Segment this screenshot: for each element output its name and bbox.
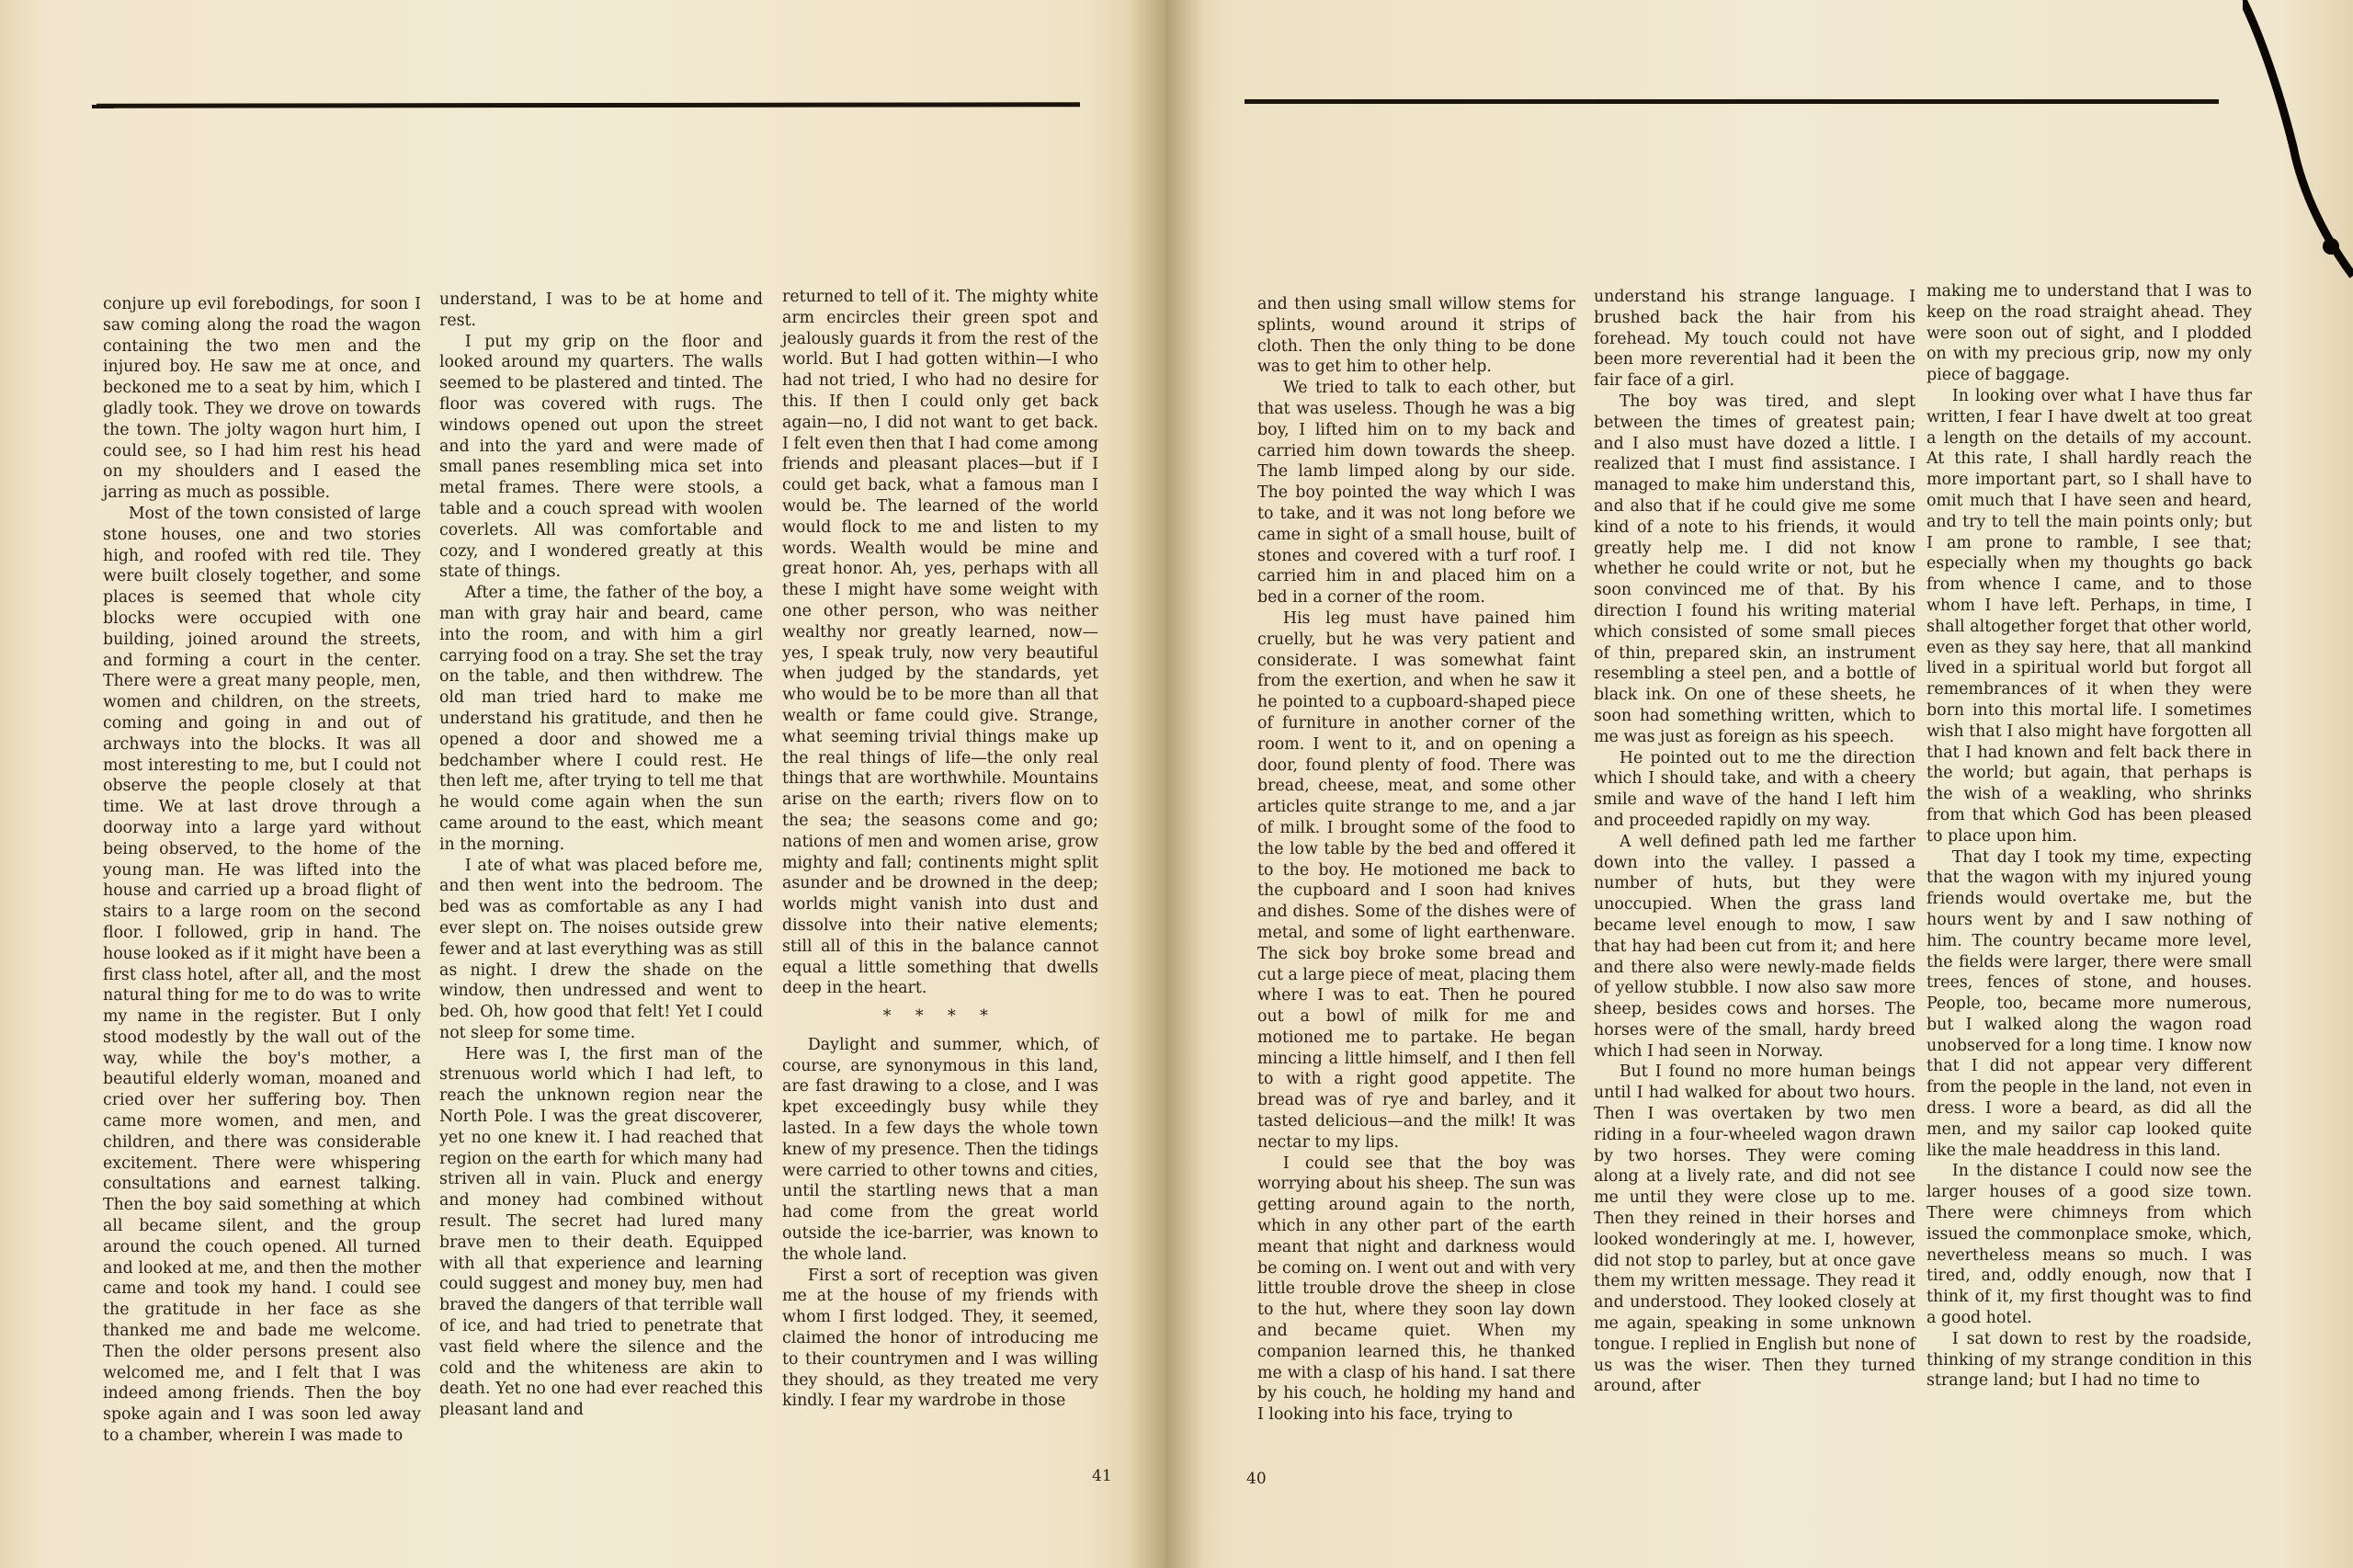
- binding-cord-icon: [2243, 0, 2353, 294]
- gutter-shadow: [1165, 0, 1202, 1568]
- text-column-1: [103, 294, 421, 1447]
- right-page: [1165, 0, 2353, 1568]
- paragraph: We tried to talk to each other, but that was useless. Though he was a big boy, I lifted him on to my back and carried him down towards the sheep. The lamb limped along by our side. The boy pointed the way which I was to take, and it was not long before we came in sight of a small house, built of stones and covered with a turf roof. I carried him in and placed him on a bed in a corner of the room.: [1257, 379, 1575, 608]
- page-number: 41: [1092, 1467, 1112, 1485]
- paragraph: I put my grip on the floor and looked around my quarters. The walls seemed to be plastered and tinted. The floor was covered with rugs. The windows opened out upon the street and into the yard and were made of small panes resembling mica set into metal frames. There were stools, a table and a couch spread with woolen coverlets. All was comfortable and cozy, and I wondered greatly at this state of things.: [439, 332, 763, 582]
- gutter-shadow: [1129, 0, 1165, 1568]
- header-rule-tick: [92, 105, 114, 108]
- paragraph: I ate of what was placed before me, and then went into the bedroom. The bed was as comfortable as any I had ever slept on. The noises outside grew fewer and at last everything was as still as night. I drew the shade on the window, then undressed and went to bed. Oh, how good that felt! Yet I could not sleep for some time.: [439, 856, 763, 1042]
- paragraph: But I found no more human beings until I had walked for about two hours. Then I was overtaken by two men riding in a four-wheeled wagon drawn by two horses. They were coming along at a lively rate, and did not see me until they were close up to me. Then they reined in their horses and looked wonderingly at me. I, however, did not stop to parley, but at once gave them my written message. They read it and understood. They looked closely at me again, speaking in some unknown tongue. I replied in English but none of us was the wiser. Then they turned around, after: [1594, 1062, 1915, 1396]
- paragraph: Daylight and summer, which, of course, are synonymous in this land, are fast drawing to a close, and I was kpet exceedingly busy while they lasted. In a few days the whole town knew of my presence. Then the tidings were carried to other towns and cities, until the startling news that a man had come from the great world outside the ice-barrier, was known to the whole land.: [782, 1035, 1098, 1264]
- header-rule: [1245, 99, 2219, 104]
- text-column-3: [1927, 281, 2252, 1392]
- page-number: 40: [1246, 1470, 1267, 1488]
- paragraph: A well defined path led me farther down into the valley. I passed a number of huts, but they were unoccupied. When the grass land became level enough to mow, I saw that hay had been cut from it; and here and there also were newly-made fields of yellow stubble. I now also saw more sheep, besides cows and horses. The horses were of the small, hardy breed which I had seen in Norway.: [1594, 832, 1915, 1061]
- header-rule: [97, 102, 1080, 108]
- paragraph: After a time, the father of the boy, a man with gray hair and beard, came into the room, and with him a girl carrying food on a tray. She set the tray on the table, and then withdrew. The old man tried hard to make me understand his gratitude, and then he opened a door and showed me a bedchamber where I could rest. He then left me, after trying to tell me that he would come again when the sun came around to the east, which meant in the morning.: [439, 584, 763, 854]
- paragraph: In the distance I could now see the larger houses of a good size town. There were chimneys from which issued the commonplace smoke, which, nevertheless means so much. I was tired, and, oddly enough, now that I think of it, my first thought was to find a good hotel.: [1927, 1162, 2252, 1328]
- paragraph: and then using small willow stems for splints, wound around it strips of cloth. Then the only thing to be done was to get him to other help.: [1257, 295, 1575, 377]
- paragraph: I sat down to rest by the roadside, thinking of my strange condition in this strange land; but I had no time to: [1927, 1329, 2252, 1391]
- paragraph: His leg must have pained him cruelly, but he was very patient and considerate. I was somewhat faint from the exertion, and when he saw it he pointed to a cupboard-shaped piece of furniture in another corner of the room. I went to it, and on opening a door, found plenty of food. There was bread, cheese, meat, and some other articles quite strange to me, and a jar of milk. I brought some of the food to the low table by the bed and offered it to the boy. He motioned me back to the cupboard and I soon had knives and dishes. Some of the dishes were of metal, and some of light earthenware. The sick boy broke some bread and cut a large piece of meat, placing them where I was to eat. Then he poured out a bowl of milk for me and motioned me to partake. He began mincing a little himself, and I then fell to with a right good appetite. The bread was of rye and barley, and it tasted delicious—and the milk! It was nectar to my lips.: [1257, 608, 1575, 1152]
- text-column-2: [1594, 287, 1915, 1397]
- paragraph: He pointed out to me the direction which I should take, and with a cheery smile and wave of the hand I left him and proceeded rapidly on my way.: [1594, 748, 1915, 830]
- text-column-2: [439, 290, 763, 1421]
- paragraph: conjure up evil forebodings, for soon I saw coming along the road the wagon containing the two men and the injured boy. He saw me at once, and beckoned me to a seat by him, which I gladly took. They we drove on towards the town. The jolty wagon hurt him, I could see, so I had him rest his head on my shoulders and I eased the jarring as much as possible.: [103, 295, 421, 503]
- paragraph: I could see that the boy was worrying about his sheep. The sun was getting around again to the north, which in any other part of the earth meant that night and darkness would be coming on. I went out and with very little trouble drove the sheep in close to the hut, where they soon lay down and became quiet. When my companion learned this, he thanked me with a clasp of his hand. I sat there by his couch, he holding my hand and I looking into his face, trying to: [1257, 1153, 1575, 1425]
- section-separator: * * * *: [882, 1007, 998, 1027]
- paragraph: That day I took my time, expecting that the wagon with my injured young friends would overtake me, but the hours went by and I saw nothing of him. The country became more level, the fields were larger, there were small trees, fences of stone, and houses. People, too, became more numerous, but I walked along the wagon road unobserved for a long time. I know now that I did not appear very different from the people in the land, not even in dress. I wore a beard, as did all the men, and my sailor cap looked quite like the male headdress in this land.: [1927, 847, 2252, 1160]
- paragraph: understand his strange language. I brushed back the hair from his forehead. My touch could not have been more reverential had it been the fair face of a girl.: [1594, 288, 1915, 391]
- paragraph: First a sort of reception was given me at the house of my friends with whom I first lodged. They, it seemed, claimed the honor of introducing me to their countrymen and I was willing they should, as they treated me very kindly. I fear my wardrobe in those: [782, 1266, 1098, 1411]
- paragraph: In looking over what I have thus far written, I fear I have dwelt at too great a length on the details of my account. At this rate, I shall hardly reach the more important part, so I shall have to omit much that I have seen and heard, and try to tell the main points only; but I am prone to ramble, I see that; especially when my thoughts go back from whence I came, and to those whom I have left. Perhaps, in time, I shall altogether forget that other world, even as they say here, that all mankind lived in a spiritual world but forgot all remembrances of it when they were born into this mortal life. I sometimes wish that I also might have forgotten all that I had known and felt back there in the world; but again, that perhaps is the wish of a weakling, who shrinks from that which God has been pleased to place upon him.: [1927, 386, 2252, 846]
- left-page: [0, 0, 1165, 1568]
- paragraph: making me to understand that I was to keep on the road straight ahead. They were soon out of sight, and I plodded on with my precious grip, now my only piece of baggage.: [1927, 282, 2252, 385]
- paragraph: Here was I, the first man of the strenuous world which I had left, to reach the unknown region near the North Pole. I was the great discoverer, yet no one knew it. I had reached that region on the earth for which many had striven all in vain. Pluck and energy and money had combined without result. The secret had lured many brave men to their death. Equipped with all that experience and learning could suggest and money buy, men had braved the dangers of that terrible wall of ice, and had tried to penetrate that vast field where the silence and the cold and the whiteness are akin to death. Yet no one had ever reached this pleasant land and: [439, 1044, 763, 1420]
- paragraph: The boy was tired, and slept between the times of greatest pain; and I also must have dozed a little. I realized that I must find assistance. I managed to make him understand this, and also that if he could give me some kind of a note to his friends, it would greatly help me. I did not know whether he could write or not, but he soon convinced me of that. By his direction I found his writing material which consisted of some small pieces of thin, prepared skin, an instrument resembling a steel pen, and a bottle of black ink. On one of these sheets, he soon had something written, which to me was just as foreign as his speech.: [1594, 392, 1915, 746]
- text-column-1: [1257, 294, 1575, 1426]
- paragraph: returned to tell of it. The mighty white arm encircles their green spot and jealously guards it from the rest of the world. But I had gotten within—I who had not tried, I who had no desire for this. If then I could only get back again—no, I did not want to get back. I felt even then that I had come among friends and pleasant places—but if I could get back, what a famous man I would be. The learned of the world would flock to me and listen to my words. Wealth would be mine and great honor. Ah, yes, perhaps with all these I might have some weight with one other person, who was neither wealthy nor greatly learned, now—yes, I speak truly, now very beautiful when judged by the standards, yet who would be to be more than all that wealth or fame could give. Strange, what seeming trivial things make up the real things of life—the only real things that are worthwhile. Mountains arise on the earth; rivers flow on to the sea; the seasons come and go; nations of men and women arise, grow mighty and fall; continents might split asunder and be drowned in the deep; worlds might vanish into dust and dissolve into their native elements; still all of this in the balance cannot equal a little something that dwells deep in the heart.: [782, 288, 1098, 998]
- paragraph: Most of the town consisted of large stone houses, one and two stories high, and roofed with red tile. They were built closely together, and some places is seemed that whole city blocks were occupied with one building, joined around the streets, and forming a court in the center. There were a great many people, men, women and children, on the streets, coming and going in and out of archways into the blocks. It was all most interesting to me, but I could not observe the people closely at that time. We at last drove through a doorway into a large yard without being observed, to the home of the young man. He was lifted into the house and carried up a broad flight of stairs to a large room on the second floor. I followed, grip in hand. The house looked as if it might have been a first class hotel, after all, and the most natural thing for me to do was to write my name in the register. But I only stood modestly by the wall out of the way, while the boy's mother, a beautiful elderly woman, moaned and cried over her suffering boy. Then came more women, and men, and children, and there was considerable excitement. There were whispering consultations and earnest talking. Then the boy said something at which all became silent, and the group around the couch opened. All turned and looked at me, and then the mother came and took my hand. I could see the gratitude in her face as she thanked me and bade me welcome. Then the older persons present also welcomed me, and I felt that I was indeed among friends. Then the boy spoke again and I was soon led away to a chamber, wherein I was made to: [103, 504, 421, 1446]
- text-column-3: [782, 287, 1098, 1412]
- paragraph: understand, I was to be at home and rest.: [439, 290, 763, 330]
